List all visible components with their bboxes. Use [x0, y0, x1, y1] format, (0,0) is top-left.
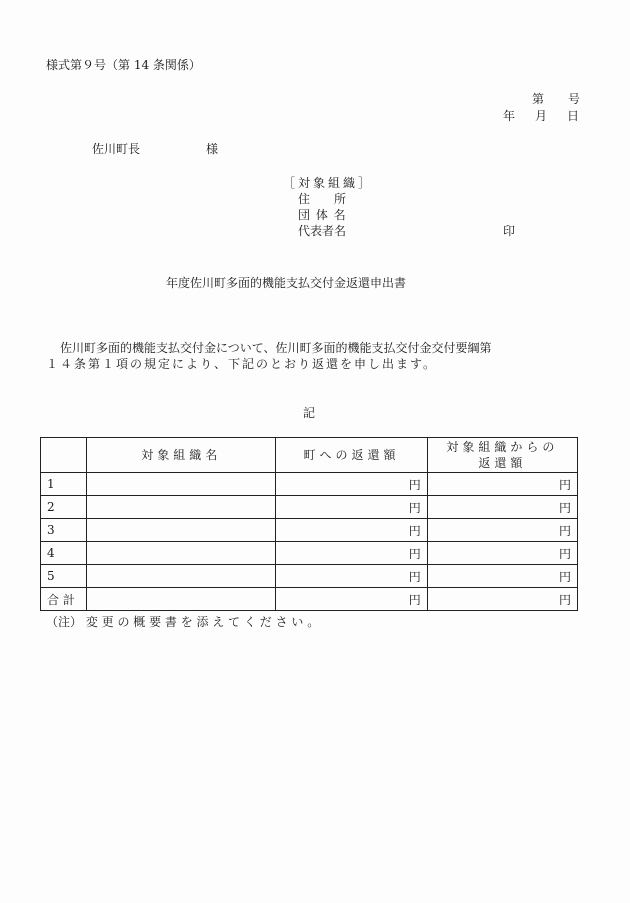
- row-no: 1: [41, 473, 87, 496]
- table-row: [41, 496, 578, 519]
- row-town-amount: 円: [276, 565, 427, 588]
- table-row: [41, 542, 578, 565]
- row-org-amount: 円: [427, 519, 577, 542]
- header-org-return-line2: 返還額: [478, 456, 527, 470]
- address-label: 住 所: [298, 192, 347, 206]
- row-no: 5: [41, 565, 87, 588]
- row-town-amount: 円: [276, 519, 427, 542]
- total-org: [87, 588, 276, 611]
- footnote: （注） 変 更 の 概 要 書 を 添 え て く だ さ い 。: [46, 615, 320, 629]
- row-org-amount: 円: [427, 473, 577, 496]
- row-org: [87, 473, 276, 496]
- table-header-row: [41, 438, 578, 473]
- table-row: [41, 565, 578, 588]
- row-org: [87, 496, 276, 519]
- group-name-label: 団 体 名: [298, 208, 347, 222]
- document-title: 年度佐川町多面的機能支払交付金返還申出書: [166, 276, 407, 290]
- row-no: 4: [41, 542, 87, 565]
- header-org-return: [427, 438, 577, 473]
- row-no: 2: [41, 496, 87, 519]
- return-table: [40, 437, 578, 611]
- issue-number: 第 号: [532, 92, 581, 106]
- row-town-amount: 円: [276, 542, 427, 565]
- row-town-amount: 円: [276, 473, 427, 496]
- header-org-return-line1: 対象組織からの: [446, 440, 559, 454]
- representative-label: 代表者名: [298, 224, 347, 238]
- total-label: 合 計: [41, 588, 87, 611]
- form-number: 様式第９号（第 14 条関係）: [46, 58, 201, 72]
- addressee-honorific: 様: [206, 142, 219, 156]
- header-org-name: 対象組織名: [87, 438, 276, 473]
- seal-mark: 印: [503, 224, 516, 238]
- addressee-name: 佐川町長: [92, 142, 141, 156]
- issue-date: 年 月 日: [503, 109, 584, 123]
- row-org-amount: 円: [427, 496, 577, 519]
- row-org: [87, 565, 276, 588]
- body-line-2: １４条第１項の規定により、下記のとおり返還を申し出ます。: [46, 357, 438, 371]
- body-line-1: 佐川町多面的機能支払交付金について、佐川町多面的機能支払交付金交付要綱第: [60, 341, 492, 355]
- row-org: [87, 542, 276, 565]
- header-town-return: 町への返還額: [276, 438, 427, 473]
- total-town-amount: 円: [276, 588, 427, 611]
- table-row: [41, 519, 578, 542]
- ki-heading: 記: [303, 406, 316, 420]
- header-no: [41, 438, 87, 473]
- row-org-amount: 円: [427, 565, 577, 588]
- row-town-amount: 円: [276, 496, 427, 519]
- table-row: [41, 473, 578, 496]
- row-org: [87, 519, 276, 542]
- row-org-amount: 円: [427, 542, 577, 565]
- applicant-heading: ［対象組織］: [283, 176, 374, 190]
- table-total-row: [41, 588, 578, 611]
- row-no: 3: [41, 519, 87, 542]
- total-org-amount: 円: [427, 588, 577, 611]
